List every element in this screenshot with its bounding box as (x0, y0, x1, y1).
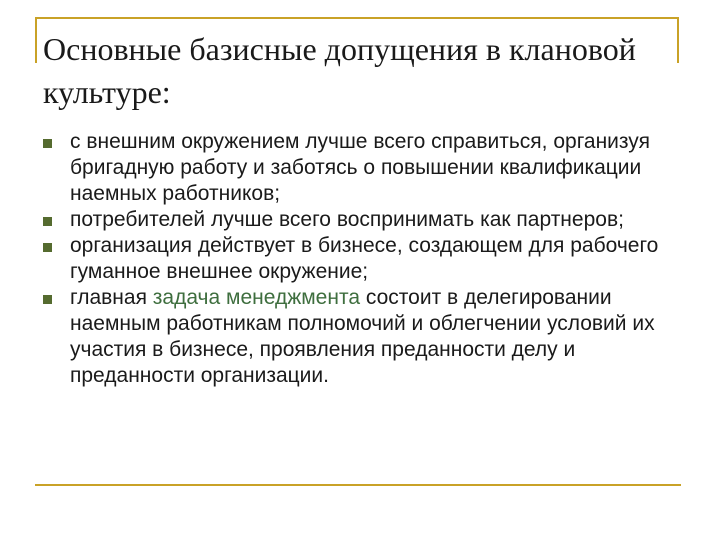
bullet-text-segment: главная (70, 286, 153, 309)
frame-left-rule (35, 17, 37, 63)
bullet-text: организация действует в бизнесе, создающем для рабочего гуманное внешнее окружение; (70, 234, 659, 283)
frame-bottom-rule (35, 484, 681, 486)
frame-right-rule (677, 17, 679, 63)
slide-title: Основные базисные допущения в клановой культуре: (43, 31, 636, 110)
bullet-item (42, 207, 692, 233)
frame-top-rule (35, 17, 679, 19)
bullet-item (42, 285, 692, 389)
bullet-item (42, 233, 692, 285)
square-bullet-icon (43, 295, 52, 304)
bullet-text: потребителей лучше всего воспринимать как партнеров; (70, 208, 624, 231)
bullet-item (42, 129, 692, 207)
bullet-text-segment: состоит в делегировании наемным работникам полномочий и облегчении условий их участия в бизнесе, проявления преданности делу и преданности организации. (70, 286, 655, 387)
bullet-text: с внешним окружением лучше всего справиться, организуя бригадную работу и заботясь о повышении квалификации наемных работников; (70, 130, 650, 205)
bullet-list (42, 129, 692, 389)
bullet-text (70, 286, 655, 387)
square-bullet-icon (43, 217, 52, 226)
square-bullet-icon (43, 139, 52, 148)
highlighted-term: задача менеджмента (152, 286, 361, 309)
square-bullet-icon (43, 243, 52, 252)
